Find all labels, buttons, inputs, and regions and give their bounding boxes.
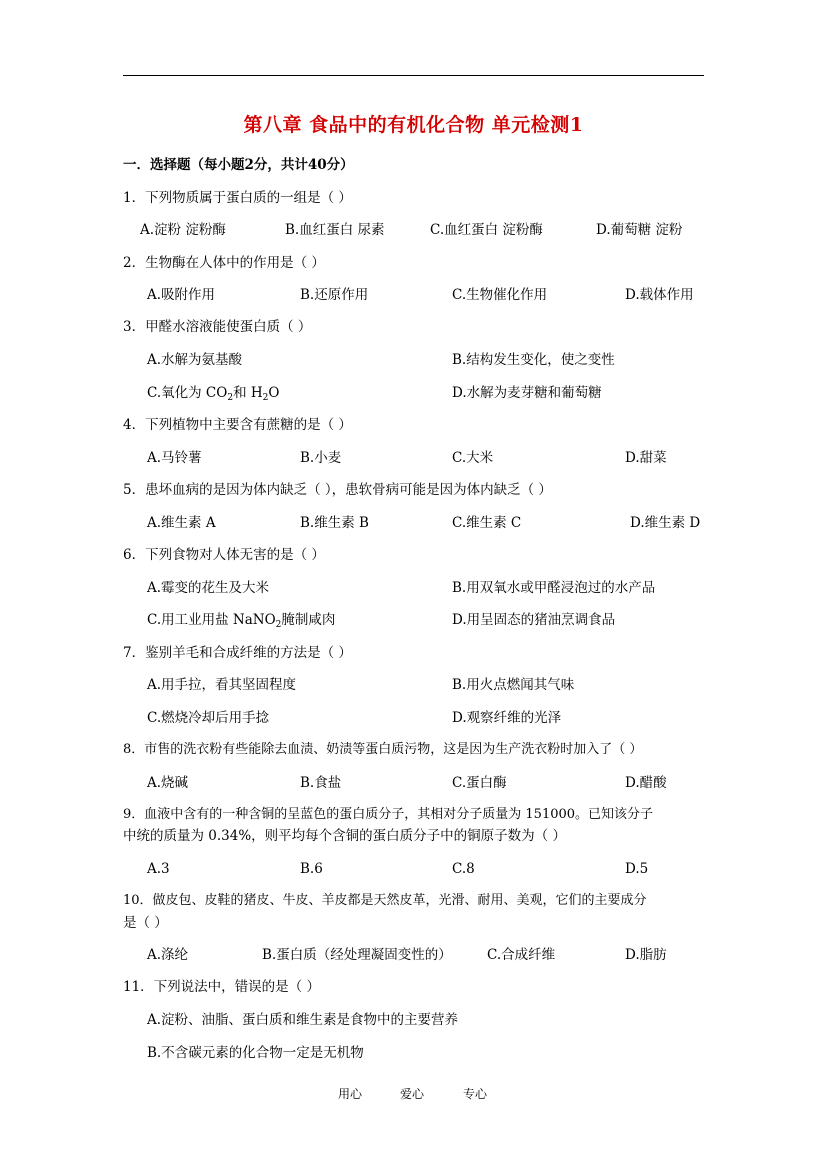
question-5-option-a: A.维生素 A	[147, 515, 216, 531]
question-10-stem-line-2: 是（ ）	[123, 915, 168, 931]
question-10-option-c: C.合成纤维	[487, 947, 556, 963]
question-7-option-a: A.用手拉，看其坚固程度	[147, 677, 297, 693]
header-rule	[123, 75, 704, 76]
question-2-option-c: C.生物催化作用	[452, 287, 548, 303]
question-6-option-d: D.用呈固态的猪油烹调食品	[452, 612, 616, 628]
question-7-option-b: B.用火点燃闻其气味	[452, 677, 575, 693]
question-11-stem: 11．下列说法中，错误的是（ ）	[123, 979, 320, 995]
question-10-stem-line-1: 10．做皮包、皮鞋的猪皮、牛皮、羊皮都是天然皮革，光滑、耐用、美观，它们的主要成分	[123, 893, 647, 908]
question-9-option-c: C.8	[452, 861, 475, 877]
question-2-option-d: D.载体作用	[625, 287, 694, 303]
question-7-option-c: C.燃烧冷却后用手捻	[147, 710, 270, 726]
question-8-option-c: C.蛋白酶	[452, 775, 507, 791]
question-9-stem-line-1: 9．血液中含有的一种含铜的呈蓝色的蛋白质分子，其相对分子质量为 151000。已知该分子	[123, 807, 654, 822]
question-1-option-d: D.葡萄糖 淀粉	[596, 222, 683, 238]
question-8-option-d: D.醋酸	[625, 775, 667, 791]
question-4-option-b: B.小麦	[300, 450, 342, 466]
question-1-option-a: A.淀粉 淀粉酶	[140, 222, 226, 238]
question-11-option-b: B.不含碳元素的化合物一定是无机物	[147, 1045, 364, 1061]
page-title: 第八章 食品中的有机化合物 单元检测1	[243, 114, 584, 136]
question-1-option-c: C.血红蛋白 淀粉酶	[430, 222, 543, 238]
question-8-stem: 8．市售的洗衣粉有些能除去血渍、奶渍等蛋白质污物，这是因为生产洗衣粉时加入了（ ）	[123, 742, 643, 757]
question-6-option-a: A.霉变的花生及大米	[147, 580, 270, 596]
question-3-option-a: A.水解为氨基酸	[147, 352, 243, 368]
question-3-option-c: C.氧化为 $CO_2$和 $H_2O$	[147, 385, 280, 403]
question-10-option-b: B.蛋白质（经处理凝固变性的）	[262, 947, 452, 963]
footer-text-2: 爱心	[400, 1087, 425, 1101]
question-9-option-b: B.6	[300, 861, 323, 877]
question-9-option-d: D.5	[625, 861, 649, 877]
question-6-option-b: B.用双氧水或甲醛浸泡过的水产品	[452, 580, 656, 596]
question-6-option-c: C.用工业用盐 NaNO$_2$腌制咸肉	[147, 612, 336, 630]
question-5-option-d: D.维生素 D	[630, 515, 701, 531]
question-6-stem: 6．下列食物对人体无害的是（ ）	[123, 547, 325, 563]
question-3-option-d: D.水解为麦芽糖和葡萄糖	[452, 385, 602, 401]
question-2-option-a: A.吸附作用	[147, 287, 216, 303]
question-2-stem: 2．生物酶在人体中的作用是（ ）	[123, 255, 325, 271]
question-8-option-a: A.烧碱	[147, 775, 189, 791]
question-10-option-d: D.脂肪	[625, 947, 667, 963]
question-1-option-b: B.血红蛋白 尿素	[285, 222, 385, 238]
question-4-option-a: A.马铃薯	[147, 450, 202, 466]
question-1-stem: 1．下列物质属于蛋白质的一组是（ ）	[123, 190, 352, 206]
question-9-option-a: A.3	[147, 861, 170, 877]
question-2-option-b: B.还原作用	[300, 287, 369, 303]
question-11-option-a: A.淀粉、油脂、蛋白质和维生素是食物中的主要营养	[147, 1012, 459, 1028]
question-5-option-c: C.维生素 C	[452, 515, 522, 531]
question-3-option-b: B.结构发生变化，使之变性	[452, 352, 615, 368]
question-4-stem: 4．下列植物中主要含有蔗糖的是（ ）	[123, 417, 352, 433]
section-heading: 一．选择题（每小题2分，共计40分）	[123, 157, 354, 173]
footer-text-3: 专心	[463, 1087, 488, 1101]
footer-text-1: 用心	[338, 1087, 363, 1101]
question-7-option-d: D.观察纤维的光泽	[452, 710, 562, 726]
question-8-option-b: B.食盐	[300, 775, 342, 791]
question-3-stem: 3．甲醛水溶液能使蛋白质（ ）	[123, 319, 312, 335]
question-4-option-d: D.甜菜	[625, 450, 667, 466]
question-5-option-b: B.维生素 B	[300, 515, 369, 531]
question-7-stem: 7．鉴别羊毛和合成纤维的方法是（ ）	[123, 645, 352, 661]
question-9-stem-line-2: 中统的质量为 0.34%，则平均每个含铜的蛋白质分子中的铜原子数为（ ）	[123, 828, 566, 844]
question-4-option-c: C.大米	[452, 450, 494, 466]
question-10-option-a: A.涤纶	[147, 947, 189, 963]
question-5-stem: 5．患坏血病的是因为体内缺乏（ ），患软骨病可能是因为体内缺乏（ ）	[123, 482, 552, 498]
